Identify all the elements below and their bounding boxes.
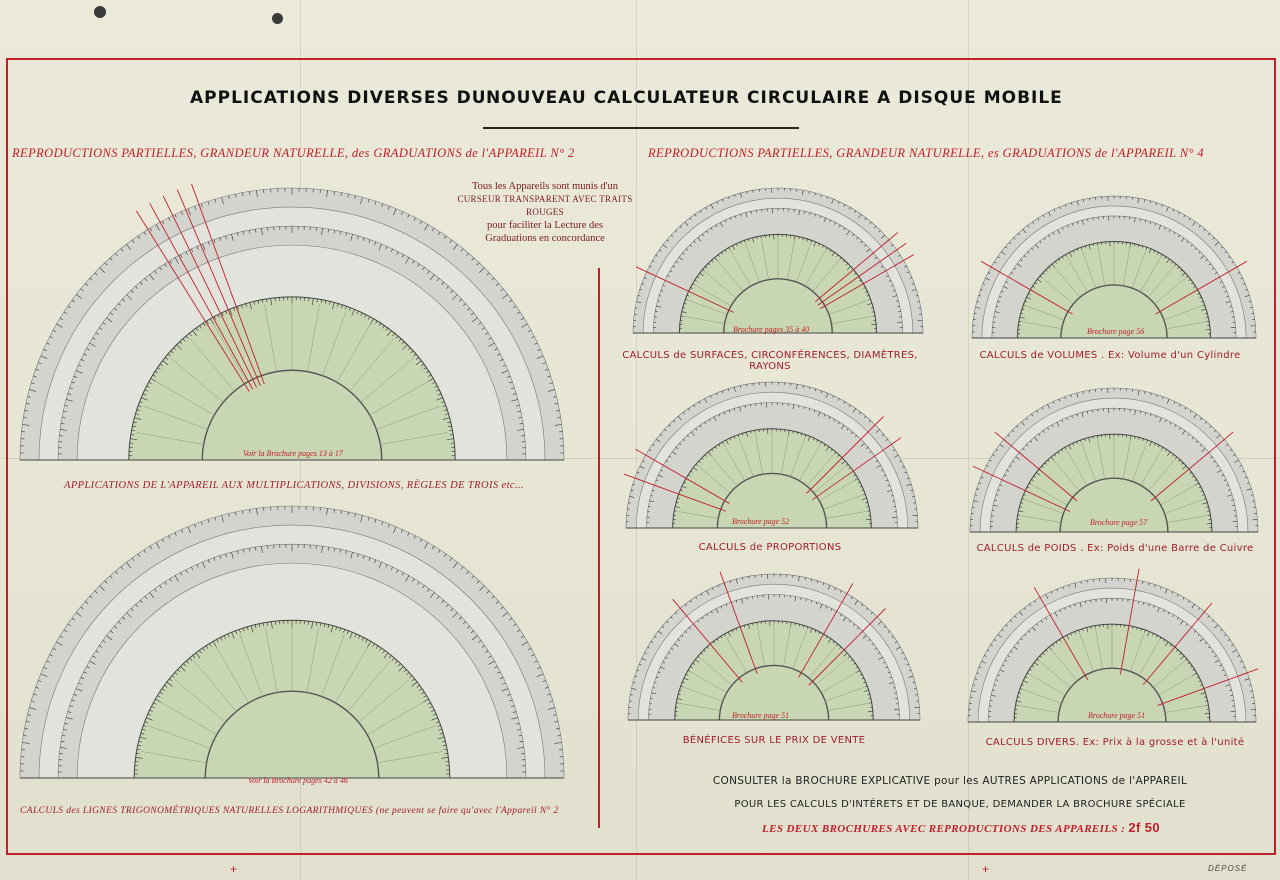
- footer-line3-text: LES DEUX BROCHURES AVEC REPRODUCTIONS DES APPAREILS :: [762, 823, 1126, 835]
- dial-graphics: [972, 196, 1256, 338]
- dial-small-benefices: [624, 574, 924, 726]
- dial-small-surfaces-caption: CALCULS de SURFACES, CIRCONFÉRENCES, DIAMÈTRES, RAYONS: [622, 350, 918, 372]
- dial-big-top-brochure: Voir la Brochure pages 13 à 17: [243, 449, 343, 458]
- dial-graphics: [968, 569, 1258, 722]
- dial-big-top-caption: APPLICATIONS DE L'APPAREIL AUX MULTIPLICATIONS, DIVISIONS, RÈGLES DE TROIS etc...: [64, 480, 525, 491]
- footer-line2: POUR LES CALCULS D'INTÉRETS ET DE BANQUE, DEMANDER LA BROCHURE SPÉCIALE: [734, 799, 1186, 810]
- punch-hole-left: [94, 6, 106, 18]
- dial-small-poids-brochure: Brochure page 57: [1090, 518, 1148, 527]
- dial-graphics: [20, 184, 564, 460]
- footer-line3: [762, 820, 1160, 835]
- dial-small-volumes-caption: CALCULS de VOLUMES . Ex: Volume d'un Cylindre: [979, 350, 1241, 361]
- title-left: APPLICATIONS DIVERSES DU: [190, 88, 487, 108]
- dial-small-surfaces: [628, 188, 928, 338]
- price: 2f 50: [1128, 820, 1160, 835]
- cursor-note-line: pour faciliter la Lecture des: [486, 220, 604, 231]
- registration-mark: +: [230, 862, 238, 876]
- footer-line1: CONSULTER la BROCHURE EXPLICATIVE pour les AUTRES APPLICATIONS de l'APPAREIL: [712, 775, 1188, 787]
- dial-graphics: [20, 506, 564, 778]
- dial-small-poids: [966, 385, 1262, 535]
- title-right: NOUVEAU CALCULATEUR CIRCULAIRE A DISQUE MOBILE: [486, 88, 1063, 108]
- dial-small-volumes-brochure: Brochure page 56: [1087, 327, 1145, 336]
- dial-small-benefices-brochure: Brochure page 51: [732, 711, 790, 720]
- dial-big-bottom-brochure: Voir la Brochure pages 42 à 46: [248, 776, 348, 785]
- dial-small-benefices-caption: BÉNÉFICES SUR LE PRIX DE VENTE: [682, 735, 866, 746]
- dial-graphics: [970, 388, 1258, 532]
- dial-graphics: [628, 572, 920, 720]
- dial-small-poids-caption: CALCULS de POIDS . Ex: Poids d'une Barre de Cuivre: [976, 543, 1254, 554]
- right-section-heading: REPRODUCTIONS PARTIELLES, GRANDEUR NATURELLE, es GRADUATIONS de l'APPAREIL N° 4: [648, 146, 1205, 160]
- dial-small-proportions-caption: CALCULS de PROPORTIONS: [698, 542, 842, 553]
- red-divider-vertical: [598, 268, 600, 828]
- dial-graphics: [624, 382, 918, 528]
- dial-big-bottom: [2, 500, 582, 800]
- dial-big-top: [2, 160, 582, 470]
- dial-small-divers-brochure: Brochure page 51: [1088, 711, 1146, 720]
- dial-small-proportions-brochure: Brochure page 52: [732, 517, 790, 526]
- punch-hole-right: [272, 13, 283, 24]
- dial-big-bottom-caption: CALCULS des LIGNES TRIGONOMÉTRIQUES NATURELLES LOGARITHMIQUES (ne peuvent se faire qu'avec l'Appareil N° 2: [20, 806, 559, 816]
- cursor-note-line: Graduations en concordance: [485, 233, 605, 244]
- title-underline: [483, 127, 799, 129]
- dial-small-proportions: [622, 383, 922, 533]
- left-section-heading: REPRODUCTIONS PARTIELLES, GRANDEUR NATURELLE, des GRADUATIONS de l'APPAREIL N° 2: [12, 146, 575, 160]
- cursor-note-line: CURSEUR TRANSPARENT AVEC TRAITS ROUGES: [457, 194, 633, 217]
- dial-graphics: [633, 188, 923, 333]
- registration-mark: +: [982, 862, 990, 876]
- depose-mark: DÉPOSÉ: [1208, 864, 1248, 873]
- dial-small-volumes: [968, 190, 1260, 340]
- dial-small-surfaces-brochure: Brochure pages 35 à 40: [733, 325, 810, 334]
- cursor-note-line: Tous les Appareils sont munis d'un: [471, 181, 619, 192]
- dial-small-divers: [964, 576, 1260, 728]
- dial-small-divers-caption: CALCULS DIVERS. Ex: Prix à la grosse et à l'unité: [985, 737, 1245, 748]
